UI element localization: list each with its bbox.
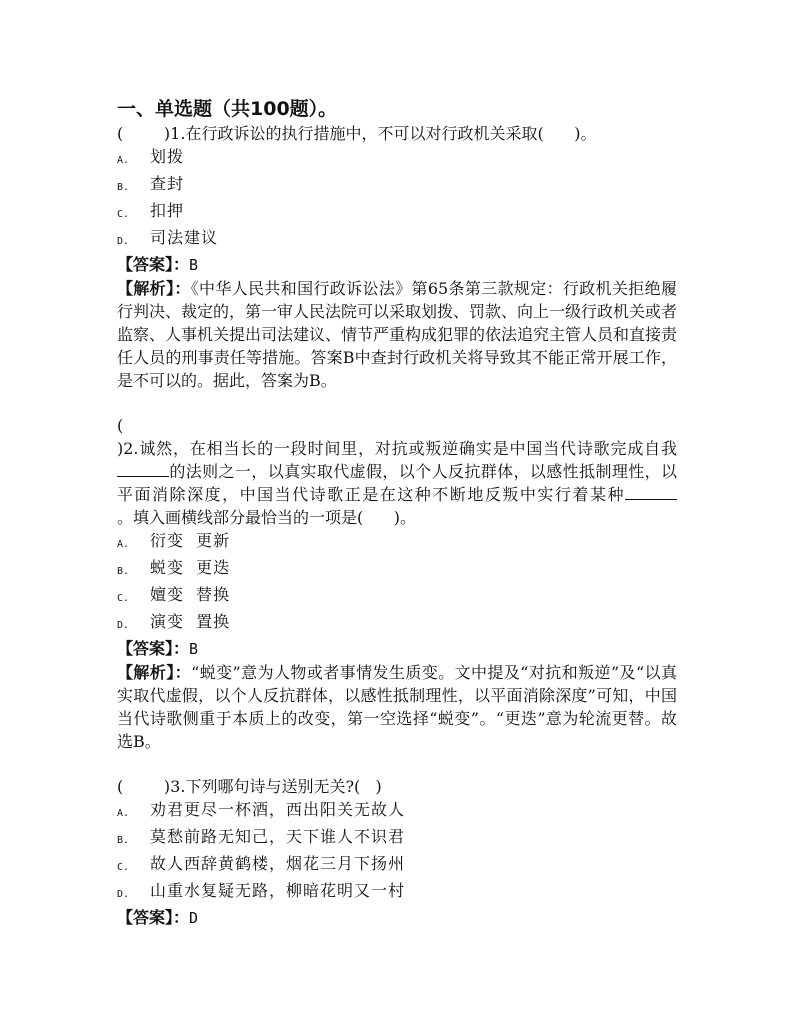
option-letter: A. <box>117 155 130 166</box>
answer-label: 【答案】： <box>117 908 190 927</box>
stem-part-c: 。填入画横线部分最恰当的一项是( )。 <box>117 508 417 527</box>
answer-line <box>117 637 677 661</box>
option-a[interactable] <box>117 145 677 172</box>
option-letter: C. <box>117 593 130 604</box>
analysis <box>117 661 677 753</box>
analysis <box>117 277 677 392</box>
document-page <box>117 96 677 930</box>
option-text: 演变 置换 <box>150 612 231 631</box>
option-c[interactable] <box>117 583 677 610</box>
question-1 <box>117 122 677 392</box>
analysis-label: 【解析】： <box>117 663 192 682</box>
option-text: 司法建议 <box>150 228 219 247</box>
option-d[interactable] <box>117 226 677 253</box>
option-b[interactable] <box>117 556 677 583</box>
analysis-label: 【解析】： <box>117 279 191 298</box>
option-text: 查封 <box>150 174 185 193</box>
fill-blank <box>625 484 677 500</box>
answer-line <box>117 906 677 930</box>
fill-blank <box>117 461 169 477</box>
answer-label: 【答案】： <box>117 639 190 658</box>
option-text: 蜕变 更迭 <box>150 558 231 577</box>
option-letter: D. <box>117 236 130 247</box>
option-text: 划拨 <box>150 147 185 166</box>
option-letter: D. <box>117 889 130 900</box>
option-d[interactable] <box>117 610 677 637</box>
answer-value: B <box>189 640 199 658</box>
question-3 <box>117 775 677 930</box>
option-a[interactable] <box>117 798 677 825</box>
question-stem-open: ( <box>117 416 124 435</box>
option-text: 劝君更尽一杯酒，西出阳关无故人 <box>150 800 406 819</box>
option-b[interactable] <box>117 825 677 852</box>
option-letter: B. <box>117 835 130 846</box>
option-letter: C. <box>117 209 130 220</box>
option-text: 故人西辞黄鹤楼，烟花三月下扬州 <box>150 854 406 873</box>
analysis-text: “蜕变”意为人物或者事情发生质变。文中提及“对抗和叛逆”及“以真实取代虚假，以个人反抗群体，以感性抵制理性，以平面消除深度”可知，中国当代诗歌侧重于本质上的改变，第一空选择“蜕变”。“更迭”意为轮流更替。故选B。 <box>117 663 677 751</box>
question-stem <box>117 437 677 529</box>
option-text: 山重水复疑无路，柳暗花明又一村 <box>150 881 406 900</box>
question-stem: ( )1.在行政诉讼的执行措施中，不可以对行政机关采取( )。 <box>117 124 597 143</box>
stem-part-a: )2.诚然，在相当长的一段时间里，对抗或叛逆确实是中国当代诗歌完成自我 <box>117 439 677 458</box>
option-letter: A. <box>117 808 130 819</box>
option-letter: A. <box>117 539 130 550</box>
option-text: 莫愁前路无知己，天下谁人不识君 <box>150 827 406 846</box>
option-a[interactable] <box>117 529 677 556</box>
option-letter: D. <box>117 620 130 631</box>
option-text: 扣押 <box>150 201 185 220</box>
option-letter: B. <box>117 566 130 577</box>
answer-value: D <box>189 909 199 927</box>
stem-part-b: 的法则之一，以真实取代虚假，以个人反抗群体，以感性抵制理性，以平面消除深度，中国当代诗歌正是在这种不断地反叛中实行着某种 <box>117 462 677 504</box>
answer-line <box>117 253 677 277</box>
option-text: 嬗变 替换 <box>150 585 231 604</box>
answer-value: B <box>189 256 199 274</box>
question-stem: ( )3.下列哪句诗与送别无关?( ) <box>117 777 382 796</box>
option-c[interactable] <box>117 199 677 226</box>
analysis-text: 《中华人民共和国行政诉讼法》第65条第三款规定：行政机关拒绝履行判决、裁定的，第一审人民法院可以采取划拨、罚款、向上一级行政机关或者监察、人事机关提出司法建议、情节严重构成犯罪的依法追究主管人员和直接责任人员的刑事责任等措施。答案B中查封行政机关将导致其不能正常开展工作，是不可以的。据此，答案为B。 <box>117 279 678 390</box>
section-title: 一、单选题（共100题）。 <box>117 98 338 120</box>
question-2 <box>117 414 677 753</box>
answer-label: 【答案】： <box>117 255 190 274</box>
option-d[interactable] <box>117 879 677 906</box>
option-letter: B. <box>117 182 130 193</box>
option-letter: C. <box>117 862 130 873</box>
option-b[interactable] <box>117 172 677 199</box>
option-text: 衍变 更新 <box>150 531 231 550</box>
option-c[interactable] <box>117 852 677 879</box>
